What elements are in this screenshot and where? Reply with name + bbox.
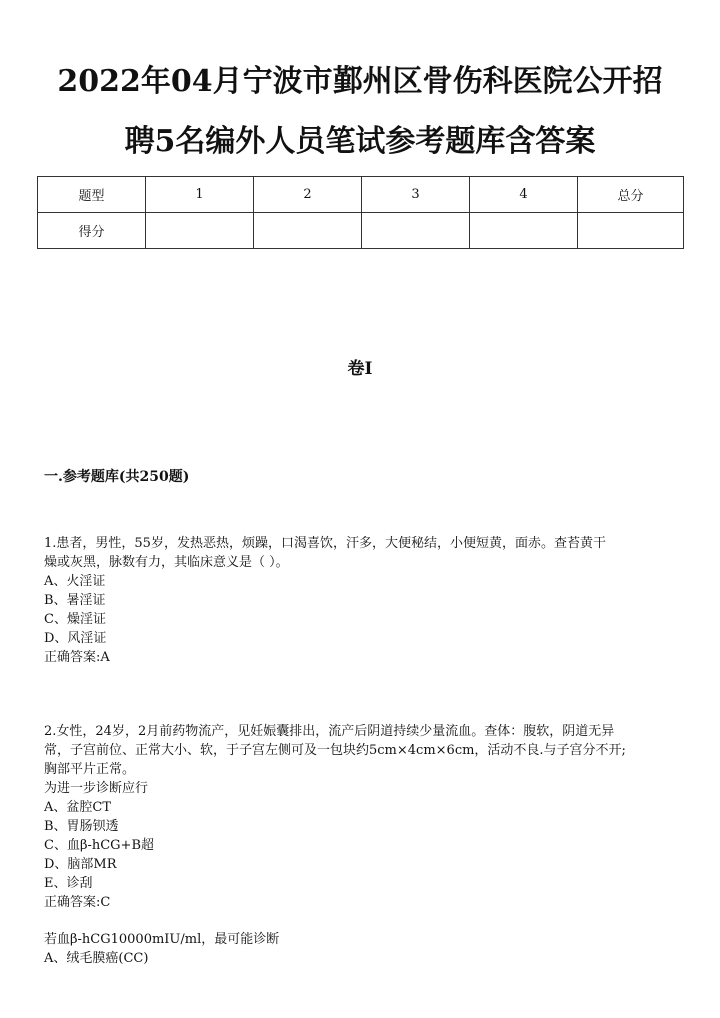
option: C、燥淫证 (44, 612, 106, 627)
option: A、盆腔CT (44, 800, 112, 815)
question-3 (44, 930, 684, 968)
question-text: 2.女性，24岁，2月前药物流产，见妊娠囊排出，流产后阴道持续少量流血。查体：腹软，阴道无异 (44, 724, 615, 739)
option: D、脑部MR (44, 857, 117, 872)
question-text: 为进一步诊断应行 (44, 781, 149, 796)
section-title: 卷I (347, 359, 373, 379)
option: B、暑淫证 (44, 593, 106, 608)
option: C、血β-hCG+B超 (44, 838, 155, 853)
question-text: 1.患者，男性，55岁，发热恶热，烦躁，口渴喜饮，汗多，大便秘结，小便短黄，面赤。查苔黄干 (44, 536, 606, 551)
score-cell (146, 213, 254, 249)
answer: 正确答案:C (44, 895, 111, 910)
option: A、火淫证 (44, 574, 106, 589)
option: B、胃肠钡透 (44, 819, 119, 834)
score-cell (254, 213, 362, 249)
header-cell-total: 总分 (578, 177, 684, 213)
score-table (37, 176, 684, 249)
score-row-label: 得分 (38, 213, 146, 249)
score-table-score-row (38, 213, 684, 249)
score-cell (578, 213, 684, 249)
option: E、诊刮 (44, 876, 93, 891)
option: A、绒毛膜癌(CC) (44, 951, 149, 966)
question-text: 燥或灰黑，脉数有力，其临床意义是（ ）。 (44, 555, 289, 570)
header-cell-1: 1 (146, 177, 254, 213)
part-heading: 一.参考题库(共250题) (44, 469, 190, 485)
score-cell (470, 213, 578, 249)
title-line-1: 2022年04月宁波市鄞州区骨伤科医院公开招 (57, 64, 663, 99)
title-line-2: 聘5名编外人员笔试参考题库含答案 (124, 124, 596, 159)
score-cell (362, 213, 470, 249)
header-cell-4: 4 (470, 177, 578, 213)
question-text: 常，子宫前位、正常大小、软，于子宫左侧可及一包块约5cm×4cm×6cm，活动不良.与子宫分不开; (44, 743, 626, 758)
header-cell-3: 3 (362, 177, 470, 213)
answer: 正确答案:A (44, 650, 110, 665)
header-cell-2: 2 (254, 177, 362, 213)
header-cell-type: 题型 (38, 177, 146, 213)
question-1 (44, 534, 684, 667)
document-title (0, 52, 720, 172)
question-text: 胸部平片正常。 (44, 762, 136, 777)
question-text: 若血β-hCG10000mIU/ml，最可能诊断 (44, 932, 280, 947)
question-2 (44, 722, 684, 912)
option: D、风淫证 (44, 631, 107, 646)
score-table-header-row (38, 177, 684, 213)
